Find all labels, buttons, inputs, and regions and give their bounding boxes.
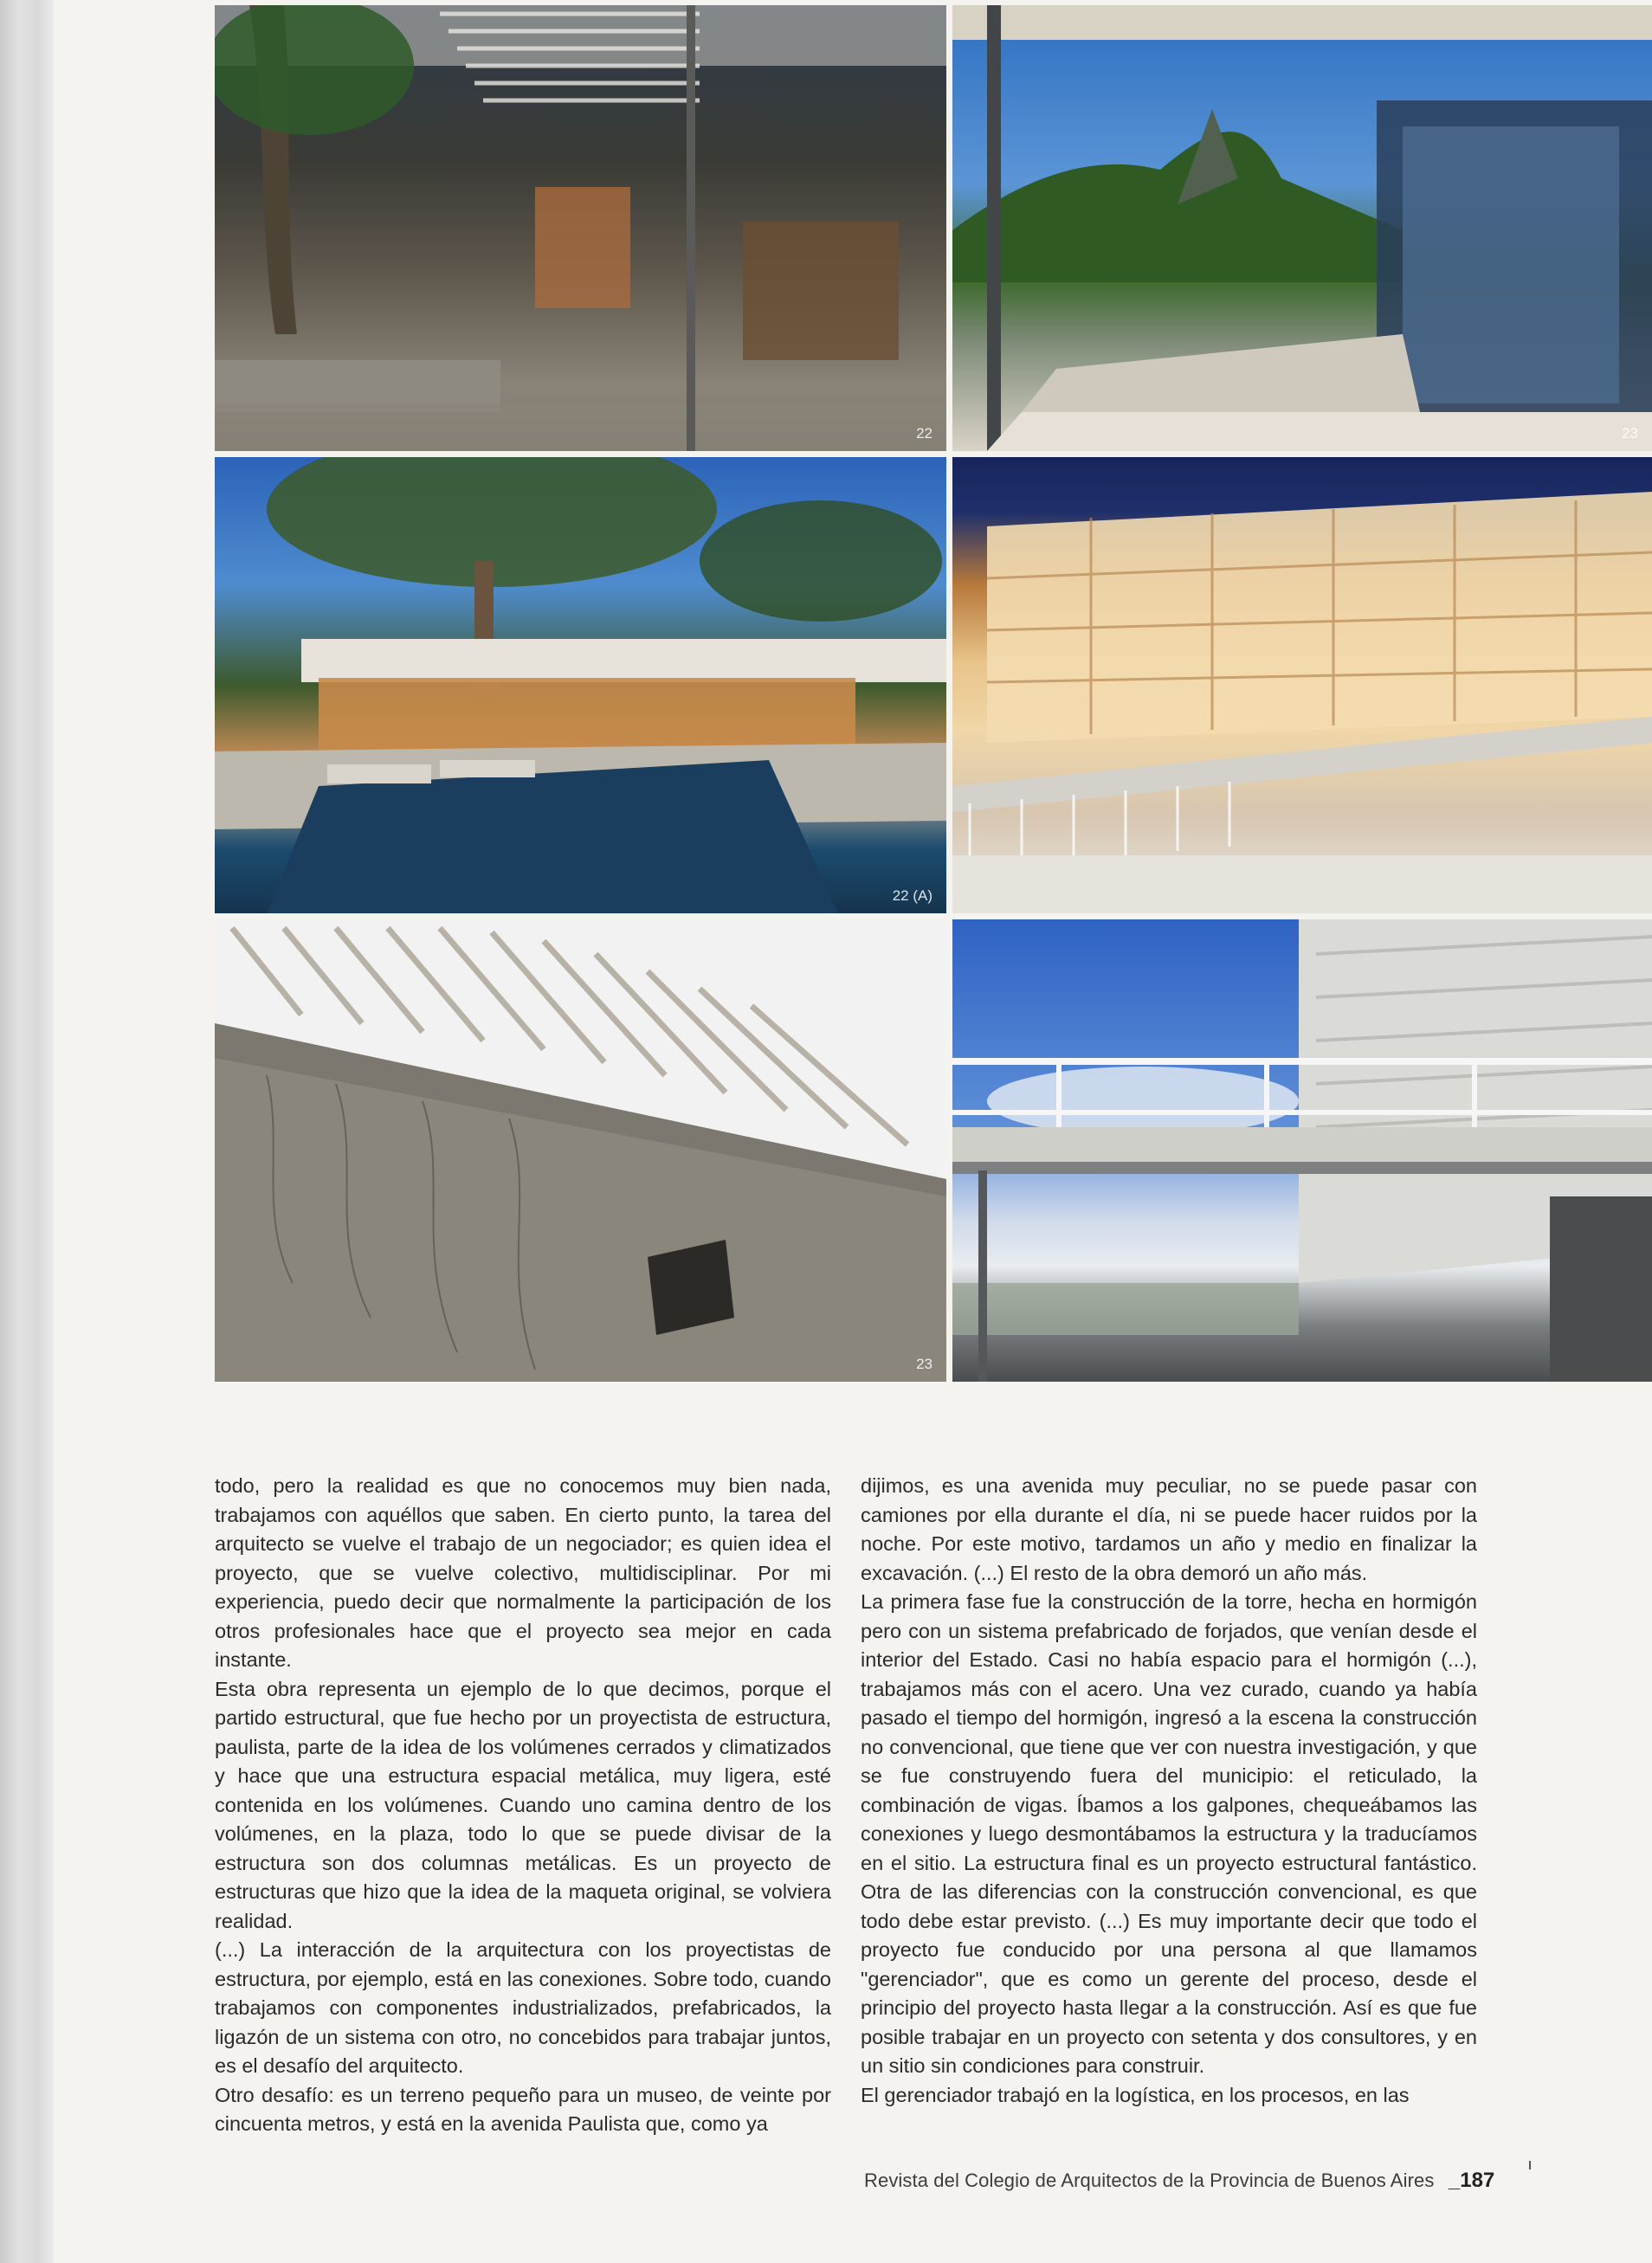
page-gutter xyxy=(0,0,54,2263)
body-paragraph: dijimos, es una avenida muy peculiar, no se puede pasar con camiones por ella durante el día, ni se puede hacer ruidos por la noche. Por este motivo, tardamos un año y medio en finalizar la excavación. (...) El resto de la obra demoró un año más. xyxy=(861,1474,1477,1584)
photo-bridge-railing xyxy=(952,919,1652,1382)
body-paragraph: (...) La interacción de la arquitectura con los proyectistas de estructura, por ejemplo, está en las conexiones. Sobre todo, cuando trabajamos con componentes industrializados, prefabricados, la ligazón de un sistema con otro, no concebidos para trabajar juntos, es el desafío del arquitecto. xyxy=(215,1938,831,2077)
photo-stone-wall-graphic xyxy=(215,919,946,1382)
body-paragraph: El gerenciador trabajó en la logística, en los procesos, en las xyxy=(861,2083,1410,2106)
photo-number: 22 xyxy=(916,425,932,442)
photo-pool-house xyxy=(215,457,946,913)
body-paragraph: Otro desafío: es un terreno pequeño para un museo, de veinte por cincuenta metros, y está en la avenida Paulista que, como ya xyxy=(215,2083,831,2135)
photo-number: 23 xyxy=(1622,425,1638,442)
photo-number: 22 (A) xyxy=(892,887,932,904)
body-paragraph: todo, pero la realidad es que no conocemos muy bien nada, trabajamos con aquéllos que saben. En cierto punto, la tarea del arquitecto se vuelve el trabajo de un negociador; es quien idea el proyecto, que se vuelve colectivo, multidisciplinar. Por mi experiencia, puedo decir que normalmente la participación de los otros profesionales hace que el proyecto sea mejor en cada instante. xyxy=(215,1474,831,1671)
photo-bridge-graphic xyxy=(952,919,1652,1382)
page-footer xyxy=(864,2169,1522,2193)
page-number: _187 xyxy=(1448,2169,1495,2192)
body-column-right xyxy=(861,1472,1477,2110)
photo-terrace-night-graphic xyxy=(215,5,946,451)
body-paragraph: Esta obra representa un ejemplo de lo que decimos, porque el partido estructural, que fue hecho por un proyectista de estructura, paulista, parte de la idea de los volúmenes cerrados y climatizados y hace que una estructura espacial metálica, muy ligera, esté contenida en los volúmenes. Cuando uno camina dentro de los volúmenes, en la plaza, todo lo que se puede divisar de la estructura son dos columnas metálicas. Es un proyecto de estructuras que hizo que la idea de la maqueta original, se volviera realidad. xyxy=(215,1677,831,1932)
footer-corner-mark xyxy=(1529,2161,1531,2170)
photo-sea-view-terrace xyxy=(952,5,1652,451)
photo-sea-view-graphic xyxy=(952,5,1652,451)
photo-museum-facade-graphic xyxy=(952,457,1652,913)
photo-stone-wall-pergola xyxy=(215,919,946,1382)
photo-number: 23 xyxy=(916,1356,932,1372)
photo-museum-facade xyxy=(952,457,1652,913)
journal-title: Revista del Colegio de Arquitectos de la Provincia de Buenos Aires xyxy=(864,2170,1435,2191)
photo-terrace-night xyxy=(215,5,946,451)
photo-pool-graphic xyxy=(215,457,946,913)
body-paragraph: La primera fase fue la construcción de la torre, hecha en hormigón pero con un sistema prefabricado de forjados, que venían desde el interior del Estado. Casi no había espacio para el hormigón (...), trabajamos más con el acero. Una vez curado, cuando ya había pasado el tiempo del hormigón, ingresó a la escena la construcción no convencional, que tiene que ver con nuestra investigación, y que se fue construyendo fuera del municipio: el reticulado, la combinación de vigas. Íbamos a los galpones, chequeábamos las conexiones y luego desmontábamos la estructura y la traducíamos en el sitio. La estructura final es un proyecto estructural fantástico. Otra de las diferencias con la construcción convencional, es que todo debe estar previsto. (...) Es muy importante decir que todo el proyecto fue conducido por una persona al que llamamos "gerenciador", que es como un gerente del proceso, desde el principio del proyecto hasta llegar a la construcción. Así es que fue posible trabajar en un proyecto con setenta y dos consultores, y en un sitio sin condiciones para construir. xyxy=(861,1590,1477,2077)
body-column-left xyxy=(215,1472,831,2139)
